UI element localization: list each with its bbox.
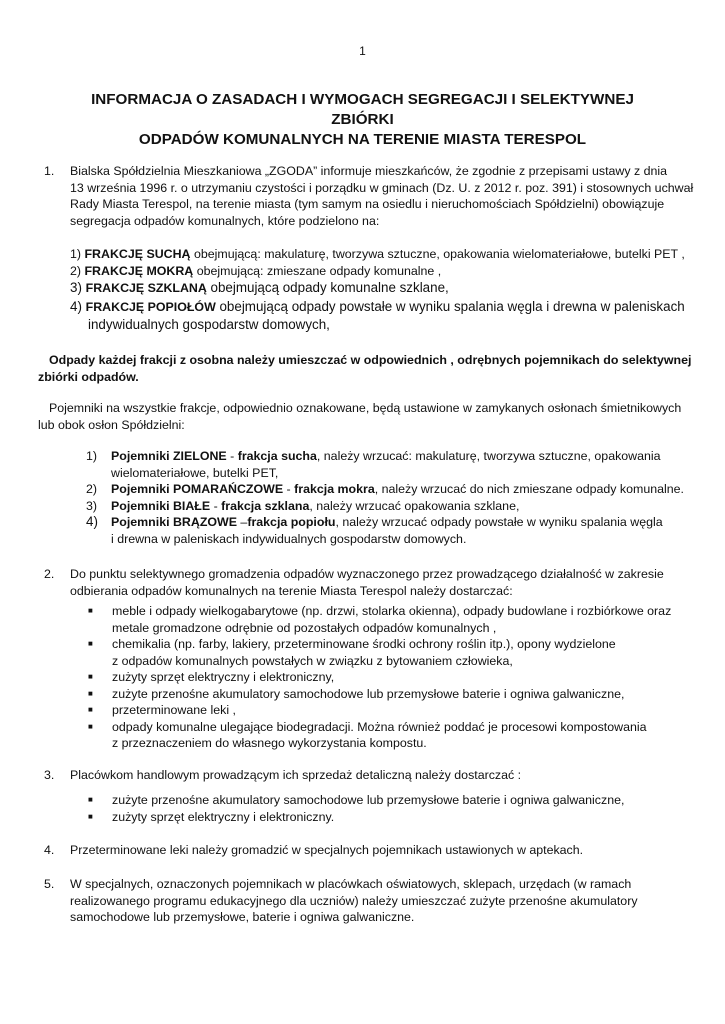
section-3-intro: Placówkom handlowym prowadzącym ich sprzedaż detaliczną należy dostarczać : — [70, 768, 522, 782]
section-1-line: segregacja odpadów komunalnych, które podzielono na: — [70, 213, 380, 228]
container-number: 1) — [86, 449, 98, 463]
container-sep: - — [226, 449, 238, 463]
bullet-item — [70, 792, 700, 809]
section-1-line: Rady Miasta Terespol, na terenie miasta (tym samym na osiedlu i nieruchomościach Spółdzielni) obowiązuje — [70, 197, 665, 211]
document-title — [60, 90, 665, 150]
segregation-note — [38, 352, 708, 385]
fraction-list — [70, 246, 690, 334]
bullet-line: odpady komunalne ulegające biodegradacji. Można również poddać je procesowi kompostowania — [112, 719, 647, 734]
fraction-number: 4) — [70, 298, 82, 314]
bullet-square-icon: ■ — [88, 811, 93, 821]
section-4-text: Przeterminowane leki należy gromadzić w specjalnych pojemnikach ustawionych w aptekach. — [70, 843, 584, 857]
section-5-text — [70, 876, 700, 926]
container-item — [86, 448, 686, 465]
bullet-line: zużyty sprzęt elektryczny i elektroniczny. — [112, 809, 335, 824]
section-1-number: 1. — [44, 164, 55, 178]
container-fraction: frakcja popiołu — [247, 515, 336, 529]
bullet-item — [70, 702, 700, 719]
fraction-name: FRAKCJĘ SZKLANĄ — [85, 281, 207, 295]
containers-intro-line-2: lub obok osłon Spółdzielni: — [38, 417, 185, 432]
bullet-item — [70, 686, 700, 703]
containers-intro — [38, 400, 708, 433]
container-item — [86, 498, 686, 515]
fraction-item — [70, 263, 690, 280]
bullet-line: metale gromadzone odrębnie od pozostałych odpadów komunalnych , — [112, 620, 497, 635]
container-name: Pojemniki BRĄZOWE — [111, 515, 237, 529]
container-item-continuation: wielomateriałowe, butelki PET, — [111, 465, 279, 480]
section-3-bullets — [70, 792, 700, 825]
container-description: , należy wrzucać opakowania szklane, — [309, 498, 520, 513]
bullet-line: zużyte przenośne akumulatory samochodowe lub przemysłowe baterie i ogniwa galwaniczne, — [112, 686, 625, 701]
title-line-1: INFORMACJA O ZASADACH I WYMOGACH SEGREGACJI I SELEKTYWNEJ ZBIÓRKI — [91, 91, 634, 128]
container-name: Pojemniki POMARAŃCZOWE — [111, 482, 284, 496]
bullet-square-icon: ■ — [88, 672, 93, 681]
fraction-item-continuation: indywidualnych gospodarstw domowych, — [88, 317, 330, 332]
container-description: , należy wrzucać: makulaturę, tworzywa sztuczne, opakowania — [316, 449, 661, 463]
section-5-number: 5. — [44, 877, 55, 891]
fraction-number: 1) — [70, 247, 82, 261]
container-fraction: frakcja mokra — [294, 482, 375, 496]
section-1-line: Bialska Spółdzielnia Mieszkaniowa „ZGODA” informuje mieszkańców, że zgodnie z przepisami ustawy z dnia — [70, 164, 668, 178]
section-1-intro — [70, 163, 700, 229]
fraction-description: obejmującą: zmieszane odpady komunalne , — [193, 263, 442, 278]
container-fraction: frakcja szklana — [221, 498, 310, 513]
bullet-line: chemikalia (np. farby, lakiery, przeterminowane środki ochrony roślin itp.), opony wydzielone — [112, 637, 616, 651]
bullet-item — [70, 603, 700, 636]
container-number: 3) — [86, 498, 98, 513]
bullet-square-icon: ■ — [88, 688, 93, 698]
section-2-intro — [70, 566, 700, 599]
bullet-line: zużyte przenośne akumulatory samochodowe lub przemysłowe baterie i ogniwa galwaniczne, — [112, 793, 625, 807]
fraction-name: FRAKCJĘ MOKRĄ — [84, 263, 194, 278]
bullet-square-icon: ■ — [88, 721, 93, 731]
container-sep: - — [210, 498, 222, 513]
container-description: , należy wrzucać do nich zmieszane odpady komunalne. — [374, 482, 684, 496]
section-2-line: Do punktu selektywnego gromadzenia odpadów wyznaczonego przez prowadzącego działalność w zakresie — [70, 567, 664, 581]
section-1-line: 13 września 1996 r. o utrzymaniu czystości i porządku w gminach (Dz. U. z 2012 r. poz. 391) i stosownych uchwał — [70, 180, 694, 195]
container-name: Pojemniki BIAŁE — [111, 498, 211, 513]
fraction-description: obejmującą odpady powstałe w wyniku spalania węgla i drewna w paleniskach — [215, 298, 685, 314]
bullet-item — [70, 669, 700, 686]
fraction-item — [70, 279, 690, 298]
fraction-number: 3) — [70, 280, 82, 295]
container-description: , należy wrzucać odpady powstałe w wyniku spalania węgla — [335, 515, 663, 529]
section-3-number: 3. — [44, 768, 55, 782]
fraction-name: FRAKCJĘ POPIOŁÓW — [85, 299, 216, 314]
section-5-line: samochodowe lub przemysłowe, baterie i ogniwa galwaniczne. — [70, 910, 415, 924]
fraction-description: obejmującą: makulaturę, tworzywa sztuczne, opakowania wielomateriałowe, butelki PET , — [190, 247, 685, 261]
container-list — [86, 448, 686, 547]
container-fraction: frakcja sucha — [237, 449, 317, 463]
bullet-line: z odpadów komunalnych powstałych w związku z bytowaniem człowieka, — [112, 653, 513, 668]
bullet-square-icon: ■ — [88, 639, 93, 648]
bullet-item — [70, 809, 700, 826]
fraction-number: 2) — [70, 263, 82, 278]
bullet-line: zużyty sprzęt elektryczny i elektroniczny, — [112, 670, 335, 684]
section-4-number: 4. — [44, 843, 55, 857]
bullet-line: meble i odpady wielkogabarytowe (np. drzwi, stolarka okienna), odpady budowlane i rozbiórkowe oraz — [112, 604, 672, 618]
section-5-line: W specjalnych, oznaczonych pojemnikach w placówkach oświatowych, sklepach, urzędach (w ramach — [70, 877, 632, 891]
container-item — [86, 514, 686, 531]
note-line-1: Odpady każdej frakcji z osobna należy umieszczać w odpowiednich , odrębnych pojemnikach do selektywnej — [49, 353, 692, 367]
section-2-bullets — [70, 603, 700, 752]
fraction-item — [70, 298, 690, 317]
section-2-line: odbierania odpadów komunalnych na terenie Miasta Terespol należy dostarczać: — [70, 583, 513, 598]
section-5-line: realizowanego programu edukacyjnego dla uczniów) należy umieszczać zużyte przenośne akumulatory — [70, 893, 638, 908]
fraction-description: obejmującą odpady komunalne szklane, — [206, 280, 449, 295]
bullet-item — [70, 719, 700, 752]
container-item — [86, 481, 686, 498]
bullet-square-icon: ■ — [88, 795, 93, 804]
container-name: Pojemniki ZIELONE — [111, 449, 227, 463]
container-item-continuation: i drewna w paleniskach indywidualnych gospodarstw domowych. — [111, 531, 467, 546]
fraction-item — [70, 246, 690, 263]
containers-intro-line-1: Pojemniki na wszystkie frakcje, odpowiednio oznakowane, będą ustawione w zamykanych osłonach śmietnikowych — [49, 401, 682, 415]
bullet-line: przeterminowane leki , — [112, 703, 236, 717]
bullet-line: z przeznaczeniem do własnego wykorzystania kompostu. — [112, 736, 427, 750]
container-number: 4) — [86, 514, 98, 529]
container-sep: – — [236, 515, 248, 529]
section-2-number: 2. — [44, 567, 55, 581]
page-number: 1 — [359, 44, 366, 58]
bullet-item — [70, 636, 700, 669]
note-line-2: zbiórki odpadów. — [38, 369, 139, 384]
container-number: 2) — [86, 482, 98, 496]
title-line-2: ODPADÓW KOMUNALNYCH NA TERENIE MIASTA TERESPOL — [138, 131, 587, 148]
bullet-square-icon: ■ — [88, 705, 93, 714]
bullet-square-icon: ■ — [88, 606, 93, 615]
container-sep: - — [283, 482, 295, 496]
fraction-name: FRAKCJĘ SUCHĄ — [84, 247, 191, 261]
